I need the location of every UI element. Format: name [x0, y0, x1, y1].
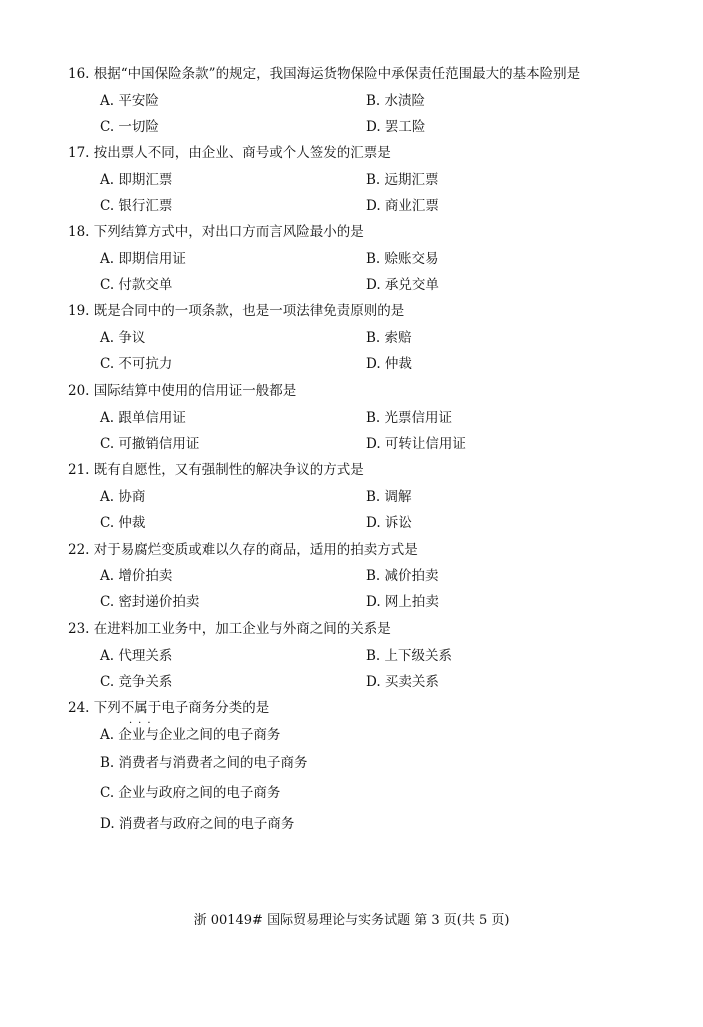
question-18-stem: 18. 下列结算方式中，对出口方而言风险最小的是 [68, 224, 364, 240]
question-23-option-d: D. 买卖关系 [366, 674, 439, 690]
question-19-option-b: B. 索赔 [366, 330, 412, 346]
question-17-stem: 17. 按出票人不同，由企业、商号或个人签发的汇票是 [68, 145, 391, 161]
question-22-option-b: B. 减价拍卖 [366, 568, 439, 584]
question-21-option-d: D. 诉讼 [366, 515, 412, 531]
emphasis-dots: ··· [129, 718, 157, 729]
question-22-option-a: A. 增价拍卖 [100, 568, 173, 584]
question-18-option-b: B. 赊账交易 [366, 251, 439, 267]
question-24-option-c: C. 企业与政府之间的电子商务 [100, 785, 281, 801]
question-17-option-a: A. 即期汇票 [100, 172, 173, 188]
question-22-option-c: C. 密封递价拍卖 [100, 594, 200, 610]
question-20-option-c: C. 可撤销信用证 [100, 436, 200, 452]
question-16-stem: 16. 根据“中国保险条款”的规定，我国海运货物保险中承保责任范围最大的基本险别是 [68, 66, 581, 82]
question-20-option-a: A. 跟单信用证 [100, 410, 186, 426]
question-24-option-a: A. 企业与企业之间的电子商务 [100, 727, 281, 743]
question-23-stem: 23. 在进料加工业务中，加工企业与外商之间的关系是 [68, 621, 391, 637]
question-19-option-d: D. 仲裁 [366, 356, 412, 372]
question-19-stem: 19. 既是合同中的一项条款，也是一项法律免责原则的是 [68, 303, 405, 319]
question-18-option-a: A. 即期信用证 [100, 251, 186, 267]
question-21-option-a: A. 协商 [100, 489, 146, 505]
question-20-option-b: B. 光票信用证 [366, 410, 453, 426]
question-23-option-b: B. 上下级关系 [366, 648, 453, 664]
question-17-option-b: B. 远期汇票 [366, 172, 439, 188]
question-20-stem: 20. 国际结算中使用的信用证一般都是 [68, 383, 297, 399]
question-21-stem: 21. 既有自愿性，又有强制性的解决争议的方式是 [68, 462, 364, 478]
question-22-option-d: D. 网上拍卖 [366, 594, 439, 610]
question-23-option-c: C. 竞争关系 [100, 674, 173, 690]
question-24-option-d: D. 消费者与政府之间的电子商务 [100, 816, 295, 832]
question-16-option-a: A. 平安险 [100, 93, 159, 109]
question-19-option-a: A. 争议 [100, 330, 146, 346]
question-16-option-d: D. 罢工险 [366, 119, 426, 135]
question-22-stem: 22. 对于易腐烂变质或难以久存的商品，适用的拍卖方式是 [68, 542, 418, 558]
question-23-option-a: A. 代理关系 [100, 648, 173, 664]
question-16-option-b: B. 水渍险 [366, 93, 426, 109]
question-20-option-d: D. 可转让信用证 [366, 436, 466, 452]
question-18-option-d: D. 承兑交单 [366, 277, 439, 293]
question-17-option-d: D. 商业汇票 [366, 198, 439, 214]
question-18-option-c: C. 付款交单 [100, 277, 173, 293]
question-19-option-c: C. 不可抗力 [100, 356, 173, 372]
question-21-option-b: B. 调解 [366, 489, 412, 505]
question-17-option-c: C. 银行汇票 [100, 198, 173, 214]
question-21-option-c: C. 仲裁 [100, 515, 146, 531]
question-24-option-b: B. 消费者与消费者之间的电子商务 [100, 755, 308, 771]
question-24-stem: 24. 下列不属于电子商务分类的是 [68, 700, 270, 716]
question-16-option-c: C. 一切险 [100, 119, 159, 135]
page-footer: 浙 00149# 国际贸易理论与实务试题 第 3 页(共 5 页) [193, 913, 510, 928]
